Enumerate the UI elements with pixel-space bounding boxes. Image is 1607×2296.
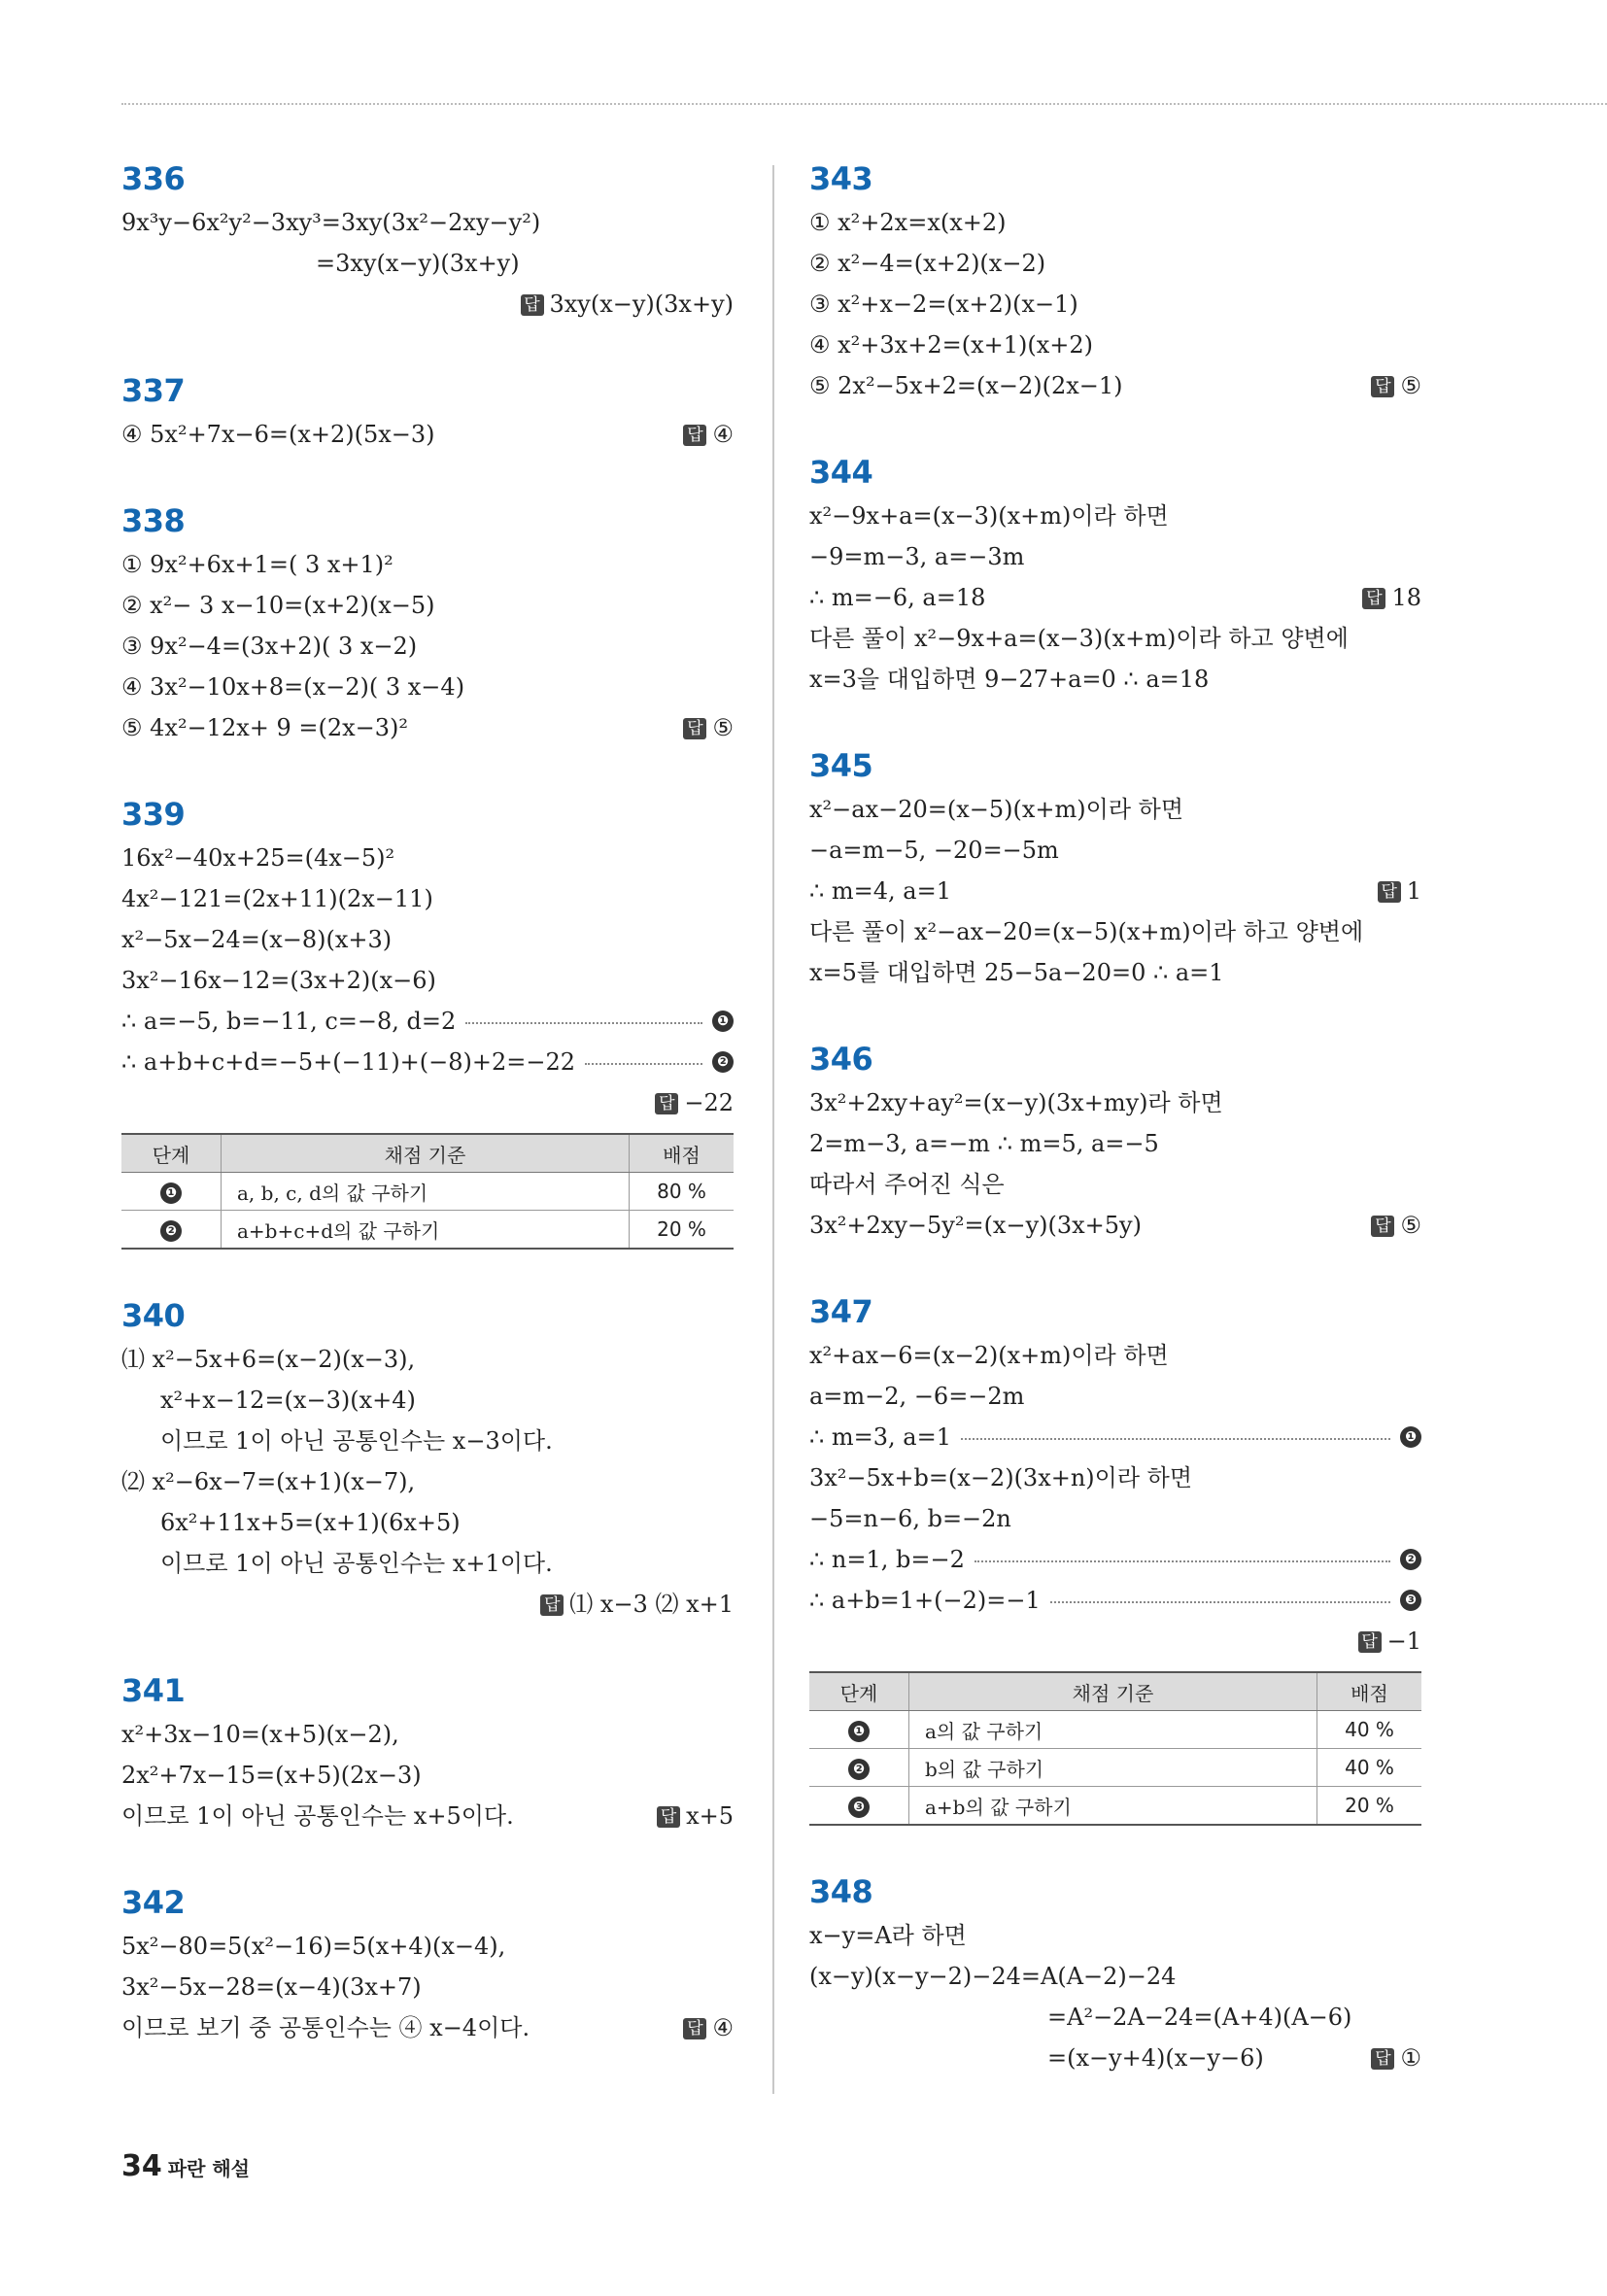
solution-line: 9x³y−6x²y²−3xy³=3xy(3x²−2xy−y²) — [121, 209, 541, 236]
leader-dots — [465, 1022, 702, 1024]
table-header: 채점 기준 — [222, 1134, 630, 1173]
grading-table — [809, 1671, 1421, 1826]
problem-336 — [121, 157, 734, 325]
step-marker-3: ❸ — [1400, 1590, 1421, 1611]
step-marker-2: ❷ — [712, 1051, 734, 1073]
table-header: 배점 — [630, 1134, 735, 1173]
answer-value: 18 — [1391, 584, 1421, 611]
problem-number: 340 — [121, 1297, 186, 1334]
table-cell: 20 % — [1317, 1787, 1422, 1826]
solution-line: −a=m−5, −20=−5m — [809, 837, 1059, 864]
solution-line: 2=m−3, a=−m ∴ m=5, a=−5 — [809, 1130, 1159, 1157]
solution-line: 따라서 주어진 식은 — [809, 1171, 1005, 1198]
problem-342 — [121, 1881, 734, 2048]
problem-340 — [121, 1294, 734, 1625]
answer-badge: 답 — [683, 718, 706, 739]
step-marker-1: ❶ — [848, 1721, 870, 1742]
leader-dots — [961, 1438, 1390, 1440]
answer-value: −1 — [1386, 1628, 1421, 1655]
solution-line: 3x²−5x−28=(x−4)(3x+7) — [121, 1973, 422, 2001]
solution-text: ⑤ 4x²−12x+ 9 =(2x−3)² — [121, 714, 409, 741]
answer-badge: 답 — [1371, 1216, 1394, 1237]
column-divider — [772, 165, 774, 2094]
table-row — [809, 1711, 1421, 1749]
solution-line: 3x²+2xy+ay²=(x−y)(3x+my)라 하면 — [809, 1089, 1223, 1116]
problem-number: 347 — [809, 1293, 873, 1330]
solution-line: x²−9x+a=(x−3)(x+m)이라 하면 — [809, 502, 1169, 530]
answer-value: x+5 — [686, 1802, 734, 1830]
answer-badge: 답 — [683, 425, 706, 446]
solution-line: x²+x−12=(x−3)(x+4) — [160, 1387, 416, 1414]
answer-value: ⑤ — [1400, 1212, 1421, 1239]
top-dotted-rule — [121, 103, 1607, 105]
solution-line — [121, 1001, 734, 1042]
alt-solution-line: x=5를 대입하면 25−5a−20=0 ∴ a=1 — [809, 959, 1224, 986]
book-title: 파란 해설 — [167, 2157, 250, 2180]
answer-value: −22 — [684, 1089, 734, 1116]
answer-value: 3xy(x−y)(3x+y) — [549, 291, 734, 318]
solution-line — [809, 871, 1421, 911]
grading-table — [121, 1133, 734, 1250]
problem-number: 348 — [809, 1873, 873, 1910]
solution-text: ∴ m=−6, a=18 — [809, 584, 986, 611]
problem-number: 339 — [121, 796, 186, 833]
solution-line: 이므로 1이 아닌 공통인수는 x+1이다. — [160, 1550, 553, 1577]
solution-line: 3x²−16x−12=(3x+2)(x−6) — [121, 967, 436, 994]
solution-line: ③ 9x²−4=(3x+2)( 3 x−2) — [121, 633, 418, 660]
solution-text: =(x−y+4)(x−y−6) — [1047, 2044, 1264, 2072]
problem-number: 343 — [809, 160, 873, 197]
left-column — [121, 157, 734, 2093]
solution-text: ∴ m=4, a=1 — [809, 877, 951, 905]
table-row — [121, 1211, 734, 1250]
solution-line: −5=n−6, b=−2n — [809, 1505, 1011, 1532]
solution-line — [121, 1042, 734, 1082]
solution-text: ∴ m=3, a=1 — [809, 1423, 951, 1451]
solution-line — [809, 2038, 1421, 2078]
answer-badge: 답 — [1358, 1631, 1382, 1653]
answer-badge: 답 — [540, 1594, 564, 1616]
alt-solution-line: x=3을 대입하면 9−27+a=0 ∴ a=18 — [809, 666, 1210, 693]
right-column — [809, 157, 1421, 2123]
table-header: 단계 — [121, 1134, 222, 1173]
solution-line: ① x²+2x=x(x+2) — [809, 209, 1007, 236]
alt-solution-line: 다른 풀이 x²−9x+a=(x−3)(x+m)이라 하고 양변에 — [809, 625, 1349, 652]
problem-number: 341 — [121, 1672, 186, 1709]
solution-line — [121, 2007, 734, 2048]
problem-number: 344 — [809, 454, 873, 491]
problem-number: 346 — [809, 1041, 873, 1078]
solution-line: 3x²−5x+b=(x−2)(3x+n)이라 하면 — [809, 1464, 1193, 1491]
answer-value: ⑤ — [712, 714, 734, 741]
answer-line — [121, 1082, 734, 1123]
solution-line: x²+ax−6=(x−2)(x+m)이라 하면 — [809, 1342, 1169, 1369]
solution-line — [809, 1539, 1421, 1580]
solution-line: 16x²−40x+25=(4x−5)² — [121, 844, 395, 872]
table-cell: 20 % — [630, 1211, 735, 1250]
step-marker-3: ❸ — [848, 1797, 870, 1818]
problem-number: 337 — [121, 372, 186, 409]
solution-text: 이므로 1이 아닌 공통인수는 x+5이다. — [121, 1802, 514, 1830]
solution-line — [809, 577, 1421, 618]
problem-337 — [121, 369, 734, 455]
solution-line: 6x²+11x+5=(x+1)(6x+5) — [160, 1509, 461, 1536]
solution-text: 이므로 보기 중 공통인수는 ④ x−4이다. — [121, 2014, 530, 2041]
solution-line: 2x²+7x−15=(x+5)(2x−3) — [121, 1762, 422, 1789]
solution-line: x²−ax−20=(x−5)(x+m)이라 하면 — [809, 796, 1184, 823]
answer-value: ① — [1400, 2044, 1421, 2072]
solution-line — [809, 365, 1421, 406]
problem-number: 338 — [121, 502, 186, 539]
answer-value: ④ — [712, 2014, 734, 2041]
solution-text: ⑤ 2x²−5x+2=(x−2)(2x−1) — [809, 372, 1123, 399]
solution-text: ∴ a=−5, b=−11, c=−8, d=2 — [121, 1008, 457, 1035]
table-cell: a+b+c+d의 값 구하기 — [222, 1211, 630, 1250]
answer-badge: 답 — [657, 1806, 680, 1828]
solution-line: ④ x²+3x+2=(x+1)(x+2) — [809, 331, 1093, 359]
solution-line: x²+3x−10=(x+5)(x−2), — [121, 1721, 399, 1748]
answer-badge: 답 — [683, 2018, 706, 2039]
table-cell: a의 값 구하기 — [909, 1711, 1317, 1749]
table-row — [809, 1787, 1421, 1826]
problem-339 — [121, 793, 734, 1250]
table-cell: b의 값 구하기 — [909, 1749, 1317, 1787]
table-header: 채점 기준 — [909, 1672, 1317, 1711]
solution-text: ∴ n=1, b=−2 — [809, 1546, 965, 1573]
answer-line — [121, 284, 734, 325]
problem-348 — [809, 1870, 1421, 2078]
step-marker-2: ❷ — [1400, 1549, 1421, 1570]
answer-line — [809, 1621, 1421, 1662]
step-marker-1: ❶ — [1400, 1426, 1421, 1448]
step-marker-1: ❶ — [712, 1011, 734, 1032]
solution-text: ∴ a+b=1+(−2)=−1 — [809, 1587, 1041, 1614]
answer-badge: 답 — [655, 1093, 678, 1114]
problem-number: 345 — [809, 747, 873, 784]
solution-text: ④ 5x²+7x−6=(x+2)(5x−3) — [121, 421, 435, 448]
problem-number: 342 — [121, 1884, 186, 1921]
solution-line: ② x²−4=(x+2)(x−2) — [809, 250, 1046, 277]
solution-line: 4x²−121=(2x+11)(2x−11) — [121, 885, 433, 912]
solution-line — [121, 707, 734, 748]
alt-solution-line: 다른 풀이 x²−ax−20=(x−5)(x+m)이라 하고 양변에 — [809, 918, 1364, 945]
solution-line: (x−y)(x−y−2)−24=A(A−2)−24 — [809, 1963, 1177, 1990]
answer-badge: 답 — [1371, 2048, 1394, 2070]
table-cell: a+b의 값 구하기 — [909, 1787, 1317, 1826]
answer-value: 1 — [1406, 877, 1421, 905]
solution-line: ② x²− 3 x−10=(x+2)(x−5) — [121, 592, 435, 619]
problem-number: 336 — [121, 160, 186, 197]
table-cell: 40 % — [1317, 1711, 1422, 1749]
solution-line — [809, 1417, 1421, 1457]
problem-346 — [809, 1038, 1421, 1246]
solution-text: ∴ a+b+c+d=−5+(−11)+(−8)+2=−22 — [121, 1048, 576, 1076]
solution-line: ③ x²+x−2=(x+2)(x−1) — [809, 291, 1078, 318]
answer-badge: 답 — [1371, 376, 1394, 397]
leader-dots — [974, 1560, 1390, 1562]
answer-badge: 답 — [1378, 881, 1401, 903]
page-footer — [121, 2149, 250, 2183]
table-header: 단계 — [809, 1672, 909, 1711]
answer-value: ④ — [712, 421, 734, 448]
solution-text: 3x²+2xy−5y²=(x−y)(3x+5y) — [809, 1212, 1142, 1239]
solution-line: =3xy(x−y)(3x+y) — [316, 250, 520, 277]
leader-dots — [585, 1063, 702, 1065]
solution-line: ④ 3x²−10x+8=(x−2)( 3 x−4) — [121, 673, 465, 701]
answer-line — [121, 1584, 734, 1625]
solution-line: a=m−2, −6=−2m — [809, 1383, 1025, 1410]
step-marker-2: ❷ — [160, 1220, 182, 1242]
answer-value: ⑴ x−3 ⑵ x+1 — [569, 1591, 734, 1618]
answer-value: ⑤ — [1400, 372, 1421, 399]
solution-line: 이므로 1이 아닌 공통인수는 x−3이다. — [160, 1427, 553, 1455]
solution-line: x−y=A라 하면 — [809, 1922, 967, 1949]
solution-line: =A²−2A−24=(A+4)(A−6) — [1047, 2004, 1352, 2031]
solution-line: ⑵ x²−6x−7=(x+1)(x−7), — [121, 1468, 416, 1495]
leader-dots — [1050, 1601, 1390, 1603]
solution-line: −9=m−3, a=−3m — [809, 543, 1025, 570]
table-cell: 80 % — [630, 1173, 735, 1211]
answer-badge: 답 — [521, 294, 544, 316]
problem-341 — [121, 1669, 734, 1836]
solution-line: ⑴ x²−5x+6=(x−2)(x−3), — [121, 1346, 416, 1373]
problem-344 — [809, 451, 1421, 700]
solution-line: 5x²−80=5(x²−16)=5(x+4)(x−4), — [121, 1933, 506, 1960]
table-cell: 40 % — [1317, 1749, 1422, 1787]
step-marker-1: ❶ — [160, 1182, 182, 1204]
answer-badge: 답 — [1362, 588, 1385, 609]
page-number: 34 — [121, 2149, 162, 2183]
problem-338 — [121, 499, 734, 748]
table-row — [121, 1173, 734, 1211]
solution-line — [809, 1580, 1421, 1621]
table-row — [809, 1749, 1421, 1787]
problem-345 — [809, 744, 1421, 993]
solution-line — [121, 1796, 734, 1836]
table-cell: a, b, c, d의 값 구하기 — [222, 1173, 630, 1211]
problem-343 — [809, 157, 1421, 406]
table-header: 배점 — [1317, 1672, 1422, 1711]
problem-347 — [809, 1290, 1421, 1826]
solution-line — [121, 414, 734, 455]
solution-line: ① 9x²+6x+1=( 3 x+1)² — [121, 551, 393, 578]
solution-line: x²−5x−24=(x−8)(x+3) — [121, 926, 393, 953]
solution-line — [809, 1205, 1421, 1246]
step-marker-2: ❷ — [848, 1759, 870, 1780]
